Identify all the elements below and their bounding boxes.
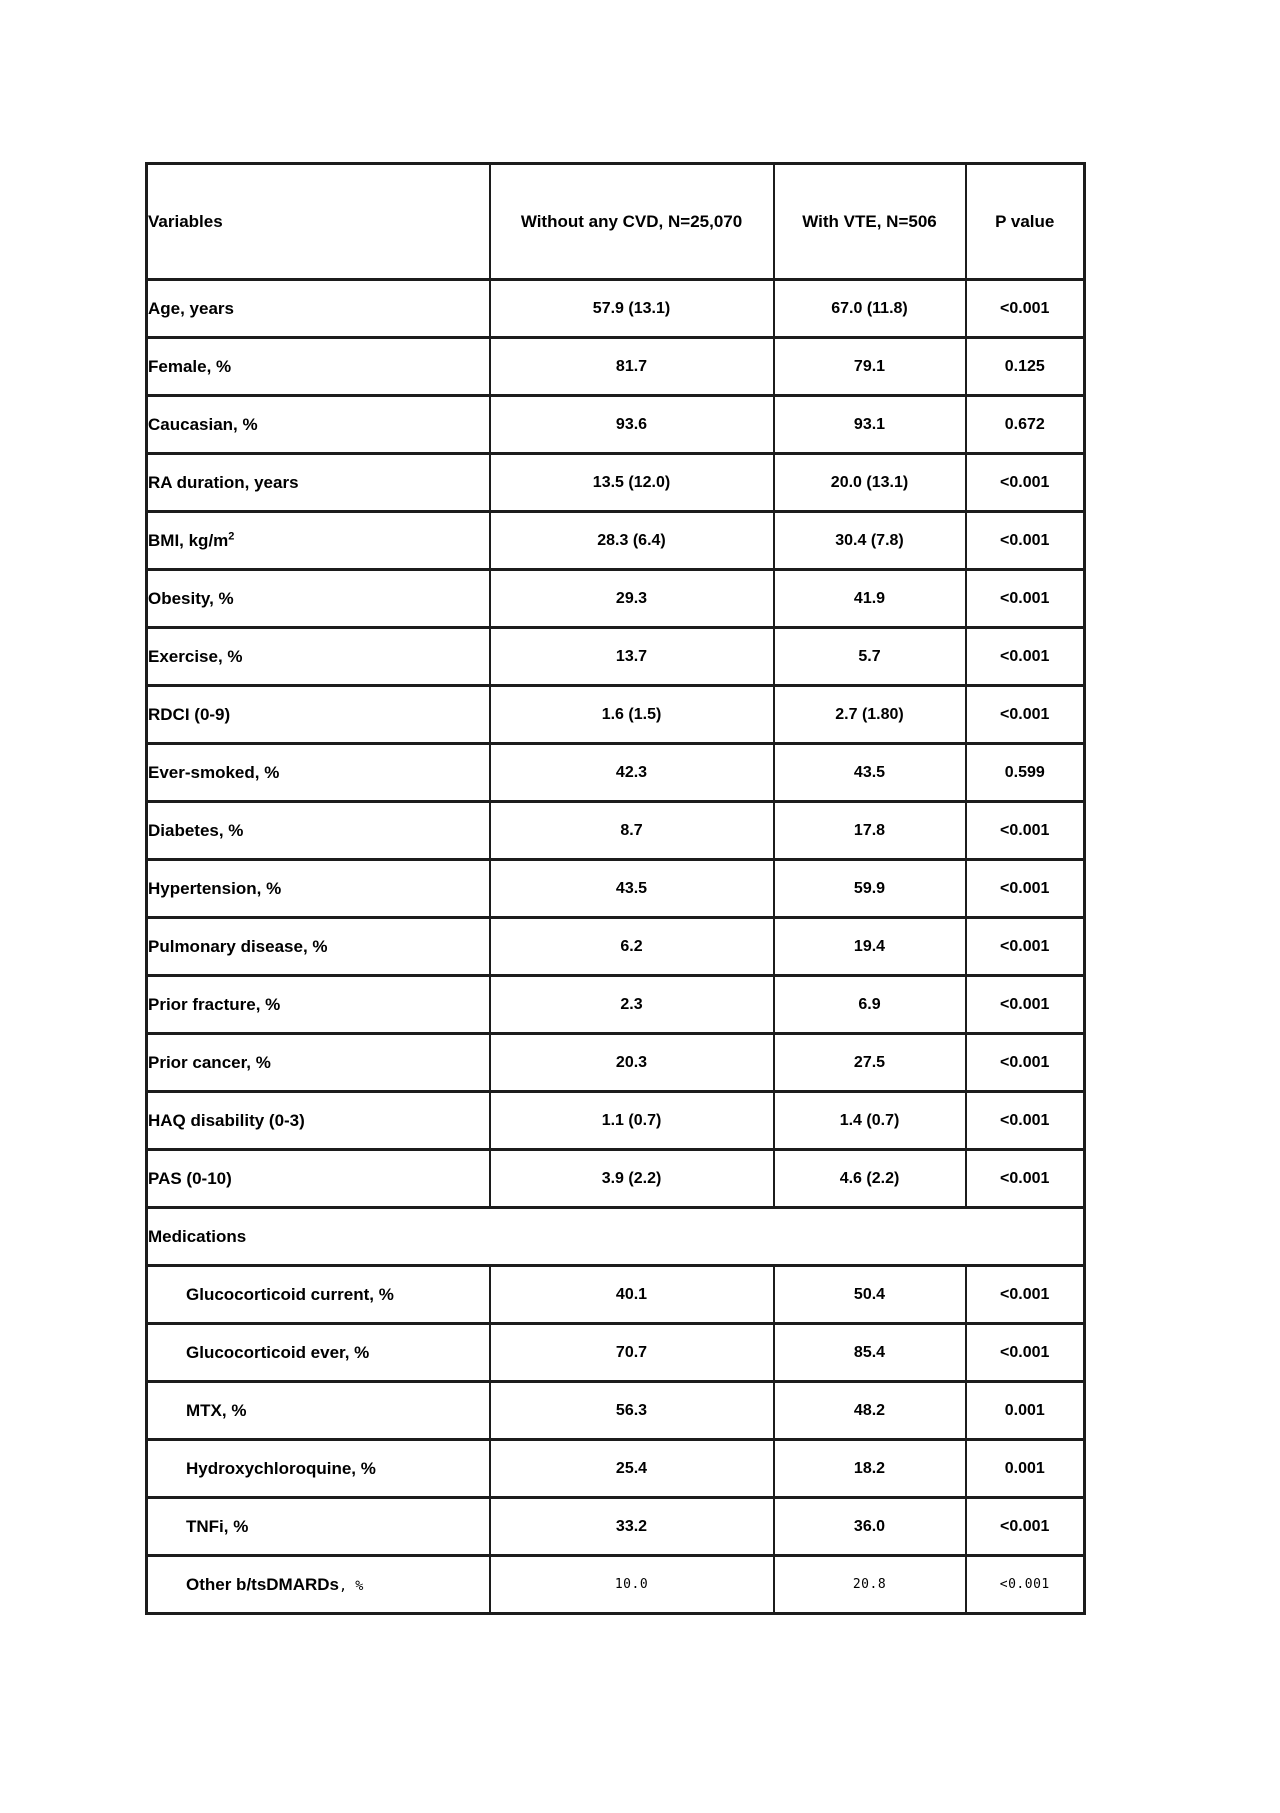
cell-with-vte: 36.0	[774, 1498, 966, 1556]
cell-with-vte: 59.9	[774, 860, 966, 918]
cell-with-vte: 50.4	[774, 1266, 966, 1324]
table-row-rdci	[147, 686, 1085, 744]
row-label: HAQ disability (0-3)	[147, 1092, 490, 1150]
table-row-prior-cancer	[147, 1034, 1085, 1092]
row-label: RA duration, years	[147, 454, 490, 512]
row-label: Hydroxychloroquine, %	[147, 1440, 490, 1498]
cell-without-cvd: 81.7	[490, 338, 774, 396]
table-row-haq-disability	[147, 1092, 1085, 1150]
cell-with-vte: 27.5	[774, 1034, 966, 1092]
table-row-hydroxychloroquine	[147, 1440, 1085, 1498]
row-label-suffix: , %	[339, 1577, 364, 1594]
cell-p-value: <0.001	[966, 802, 1085, 860]
cell-without-cvd: 28.3 (6.4)	[490, 512, 774, 570]
cell-without-cvd: 13.7	[490, 628, 774, 686]
table-row-ever-smoked	[147, 744, 1085, 802]
cell-with-vte: 18.2	[774, 1440, 966, 1498]
row-label: Obesity, %	[147, 570, 490, 628]
row-label: Glucocorticoid current, %	[147, 1266, 490, 1324]
table-row-glucocorticoid-current	[147, 1266, 1085, 1324]
cell-p-value: <0.001	[966, 570, 1085, 628]
cell-p-value: 0.672	[966, 396, 1085, 454]
header-row	[147, 164, 1085, 280]
row-label-text: BMI, kg/m	[148, 530, 229, 550]
cell-p-value: <0.001	[966, 280, 1085, 338]
cell-p-value: <0.001	[966, 686, 1085, 744]
cell-p-value: <0.001	[966, 1266, 1085, 1324]
row-label-text: Other b/tsDMARDs	[186, 1574, 340, 1594]
cell-without-cvd: 33.2	[490, 1498, 774, 1556]
cell-with-vte: 20.0 (13.1)	[774, 454, 966, 512]
row-label: Diabetes, %	[147, 802, 490, 860]
row-label: TNFi, %	[147, 1498, 490, 1556]
cell-with-vte: 4.6 (2.2)	[774, 1150, 966, 1208]
cell-without-cvd: 40.1	[490, 1266, 774, 1324]
row-label: Exercise, %	[147, 628, 490, 686]
table-row-mtx	[147, 1382, 1085, 1440]
row-label: Caucasian, %	[147, 396, 490, 454]
table-row-other-btsdmards	[147, 1556, 1085, 1614]
row-label-superscript: 2	[228, 529, 235, 542]
row-label: Female, %	[147, 338, 490, 396]
row-label: Hypertension, %	[147, 860, 490, 918]
cell-with-vte: 2.7 (1.80)	[774, 686, 966, 744]
cell-without-cvd: 3.9 (2.2)	[490, 1150, 774, 1208]
row-label: Prior cancer, %	[147, 1034, 490, 1092]
cell-p-value: <0.001	[966, 1092, 1085, 1150]
cell-without-cvd: 2.3	[490, 976, 774, 1034]
cell-p-value: <0.001	[966, 1324, 1085, 1382]
cell-without-cvd: 20.3	[490, 1034, 774, 1092]
cell-p-value: <0.001	[966, 1498, 1085, 1556]
cell-with-vte: 79.1	[774, 338, 966, 396]
cell-without-cvd: 6.2	[490, 918, 774, 976]
table-row-prior-fracture	[147, 976, 1085, 1034]
table-row-exercise	[147, 628, 1085, 686]
cell-without-cvd: 42.3	[490, 744, 774, 802]
cell-with-vte: 17.8	[774, 802, 966, 860]
row-label: MTX, %	[147, 1382, 490, 1440]
col-header-with-vte: With VTE, N=506	[774, 164, 966, 280]
cell-p-value: <0.001	[966, 512, 1085, 570]
cell-with-vte: 67.0 (11.8)	[774, 280, 966, 338]
table-row-hypertension	[147, 860, 1085, 918]
table-row-bmi	[147, 512, 1085, 570]
cell-without-cvd: 70.7	[490, 1324, 774, 1382]
cell-p-value: 0.125	[966, 338, 1085, 396]
cell-p-value: <0.001	[966, 918, 1085, 976]
cell-p-value: <0.001	[966, 860, 1085, 918]
cell-p-value: 0.001	[966, 1440, 1085, 1498]
medications-section-row	[147, 1208, 1085, 1266]
col-header-p-value: P value	[966, 164, 1085, 280]
cell-without-cvd: 13.5 (12.0)	[490, 454, 774, 512]
row-label: Prior fracture, %	[147, 976, 490, 1034]
col-header-variables: Variables	[147, 164, 490, 280]
table-row-diabetes	[147, 802, 1085, 860]
cell-p-value: <0.001	[966, 1150, 1085, 1208]
cell-with-vte: 5.7	[774, 628, 966, 686]
cell-p-value: <0.001	[966, 976, 1085, 1034]
table-row-ra-duration	[147, 454, 1085, 512]
table-row-pas	[147, 1150, 1085, 1208]
cell-without-cvd: 29.3	[490, 570, 774, 628]
cell-without-cvd: 8.7	[490, 802, 774, 860]
cell-with-vte: 20.8	[774, 1556, 966, 1614]
row-label: PAS (0-10)	[147, 1150, 490, 1208]
cell-with-vte: 1.4 (0.7)	[774, 1092, 966, 1150]
table-row-obesity	[147, 570, 1085, 628]
table-row-pulmonary-disease	[147, 918, 1085, 976]
cell-without-cvd: 43.5	[490, 860, 774, 918]
cell-without-cvd: 57.9 (13.1)	[490, 280, 774, 338]
cell-p-value: <0.001	[966, 454, 1085, 512]
cell-without-cvd: 93.6	[490, 396, 774, 454]
cell-without-cvd: 1.6 (1.5)	[490, 686, 774, 744]
cell-without-cvd: 10.0	[490, 1556, 774, 1614]
table-row-female	[147, 338, 1085, 396]
row-label: Pulmonary disease, %	[147, 918, 490, 976]
cell-with-vte: 30.4 (7.8)	[774, 512, 966, 570]
baseline-characteristics-table	[145, 162, 1086, 1615]
cell-p-value: <0.001	[966, 1034, 1085, 1092]
cell-p-value: 0.001	[966, 1382, 1085, 1440]
medications-section-header: Medications	[147, 1208, 1085, 1266]
cell-with-vte: 85.4	[774, 1324, 966, 1382]
row-label: Ever-smoked, %	[147, 744, 490, 802]
cell-with-vte: 48.2	[774, 1382, 966, 1440]
cell-with-vte: 43.5	[774, 744, 966, 802]
row-label	[147, 512, 490, 570]
cell-with-vte: 6.9	[774, 976, 966, 1034]
cell-with-vte: 41.9	[774, 570, 966, 628]
cell-p-value: <0.001	[966, 1556, 1085, 1614]
table-row-caucasian	[147, 396, 1085, 454]
table-row-tnfi	[147, 1498, 1085, 1556]
cell-p-value: <0.001	[966, 628, 1085, 686]
col-header-without-cvd: Without any CVD, N=25,070	[490, 164, 774, 280]
cell-without-cvd: 56.3	[490, 1382, 774, 1440]
cell-without-cvd: 25.4	[490, 1440, 774, 1498]
table-row-glucocorticoid-ever	[147, 1324, 1085, 1382]
row-label	[147, 1556, 490, 1614]
row-label: Glucocorticoid ever, %	[147, 1324, 490, 1382]
cell-p-value: 0.599	[966, 744, 1085, 802]
row-label: Age, years	[147, 280, 490, 338]
cell-without-cvd: 1.1 (0.7)	[490, 1092, 774, 1150]
cell-with-vte: 19.4	[774, 918, 966, 976]
row-label: RDCI (0-9)	[147, 686, 490, 744]
cell-with-vte: 93.1	[774, 396, 966, 454]
table-row-age	[147, 280, 1085, 338]
